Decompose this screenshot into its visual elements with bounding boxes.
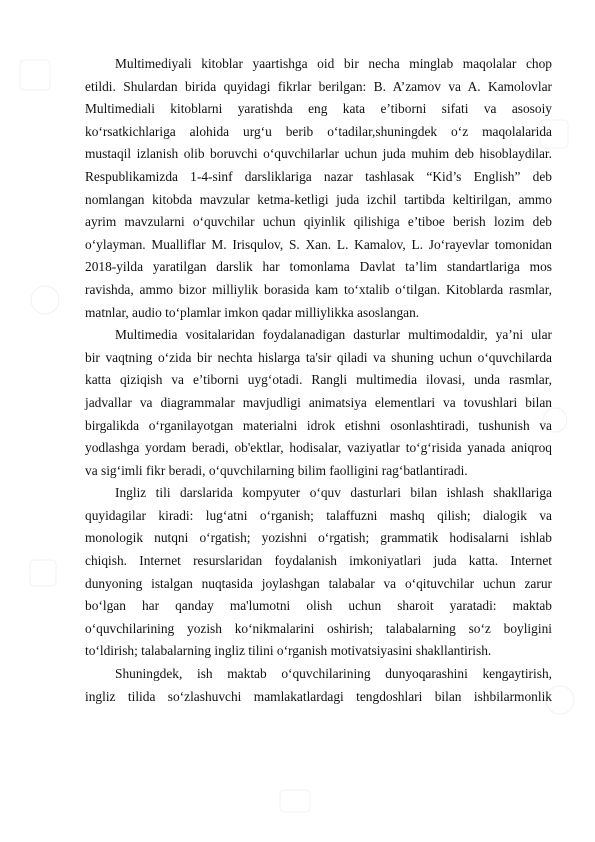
text-line: 2018-yilda yaratilgan darslik har tomonlama Davlat ta’lim standartlariga mos: [85, 259, 552, 275]
text-line: o‘quvchilarining yozish ko‘nikmalarini oshirish; talabalarning so‘z boyligini: [85, 620, 552, 636]
text-line: Multimedia vositalaridan foydalanadigan dasturlar multimodaldir, ya’ni ular: [115, 327, 552, 343]
text-line: matnlar, audio to‘plamlar imkon qadar milliylikka asoslangan.: [85, 304, 420, 320]
text-line: dunyoning istalgan nuqtasida joylashgan talabalar va o‘qituvchilar uchun zarur: [85, 575, 552, 591]
text-line: ingliz tilida so‘zlashuvchi mamlakatlardagi tengdoshlari bilan ishbilarmonlik: [85, 688, 552, 704]
text-line: ko‘rsatkichlariga alohida urg‘u berib o‘tadilar,shuningdek o‘z maqolalarida: [85, 123, 552, 139]
text-line: katta qiziqish va e’tiborni uyg‘otadi. Rangli multimedia ilovasi, unda rasmlar,: [85, 372, 552, 388]
body-text: [85, 53, 552, 708]
text-line: jadvallar va diagrammalar mavjudligi animatsiya elementlari va tovushlari bilan: [85, 394, 552, 410]
text-line: va sig‘imli fikr beradi, o‘quvchilarning bilim faolligini rag‘batlantiradi.: [85, 462, 468, 478]
text-line: etildi. Shulardan birida quyidagi fikrlar berilgan: B. A’zamov va A. Kamolovlar: [85, 78, 552, 94]
text-line: Ingliz tili darslarida kompyuter o‘quv dasturlari bilan ishlash shakllariga: [115, 485, 552, 501]
text-line: Multimediali kitoblarni yaratishda eng kata e’tiborni sifati va asosoiy: [85, 101, 552, 117]
text-line: birgalikda o‘rganilayotgan materialni idrok etishni osonlashtiradi, tushunish va: [85, 417, 552, 433]
text-line: mustaqil izlanish olib boruvchi o‘quvchilarlar uchun juda muhim deb hisoblaydilar.: [85, 146, 552, 162]
text-line: ravishda, ammo bizor milliylik borasida kam to‘xtalib o‘tilgan. Kitoblarda rasmlar,: [85, 281, 552, 297]
text-line: Respublikamizda 1-4-sinf darsliklariga nazar tashlasak “Kid’s English” deb: [85, 168, 552, 184]
text-line: bo‘lgan har qanday ma'lumotni olish uchun sharoit yaratadi: maktab: [85, 598, 552, 614]
text-line: nomlangan kitobda mavzular ketma-ketligi juda izchil tartibda keltirilgan, ammo: [85, 191, 552, 207]
text-line: Multimediyali kitoblar yaartishga oid bir necha minglab maqolalar chop: [115, 56, 552, 71]
text-line: ayrim mavzularni o‘quvchilar uchun qiyinlik qilishiga e’tiboe berish lozim deb: [85, 214, 552, 230]
text-line: monologik nutqni o‘rgatish; yozishni o‘rgatish; grammatik hodisalarni ishlab: [85, 530, 552, 546]
text-line: quyidagilar kiradi: lug‘atni o‘rganish; talaffuzni mashq qilish; dialogik va: [85, 507, 552, 523]
text-line: bir vaqtning o‘zida bir nechta hislarga ta'sir qiladi va shuning uchun o‘quvchilarda: [85, 349, 552, 365]
text-line: yodlashga yordam beradi, ob'ektlar, hodisalar, vaziyatlar to‘g‘risida yanada aniqroq: [85, 440, 552, 456]
text-line: to‘ldirish; talabalarning ingliz tilini o‘rganish motivatsiyasini shakllantirish.: [85, 643, 492, 659]
text-line: chiqish. Internet resurslaridan foydalanish imkoniyatlari juda katta. Internet: [85, 553, 552, 569]
text-line: Shuningdek, ish maktab o‘quvchilarining dunyoqarashini kengaytirish,: [115, 666, 552, 682]
text-line: o‘ylayman. Mualliflar M. Irisqulov, S. Xan. L. Kamalov, L. Jo‘rayevlar tomonidan: [85, 236, 552, 252]
